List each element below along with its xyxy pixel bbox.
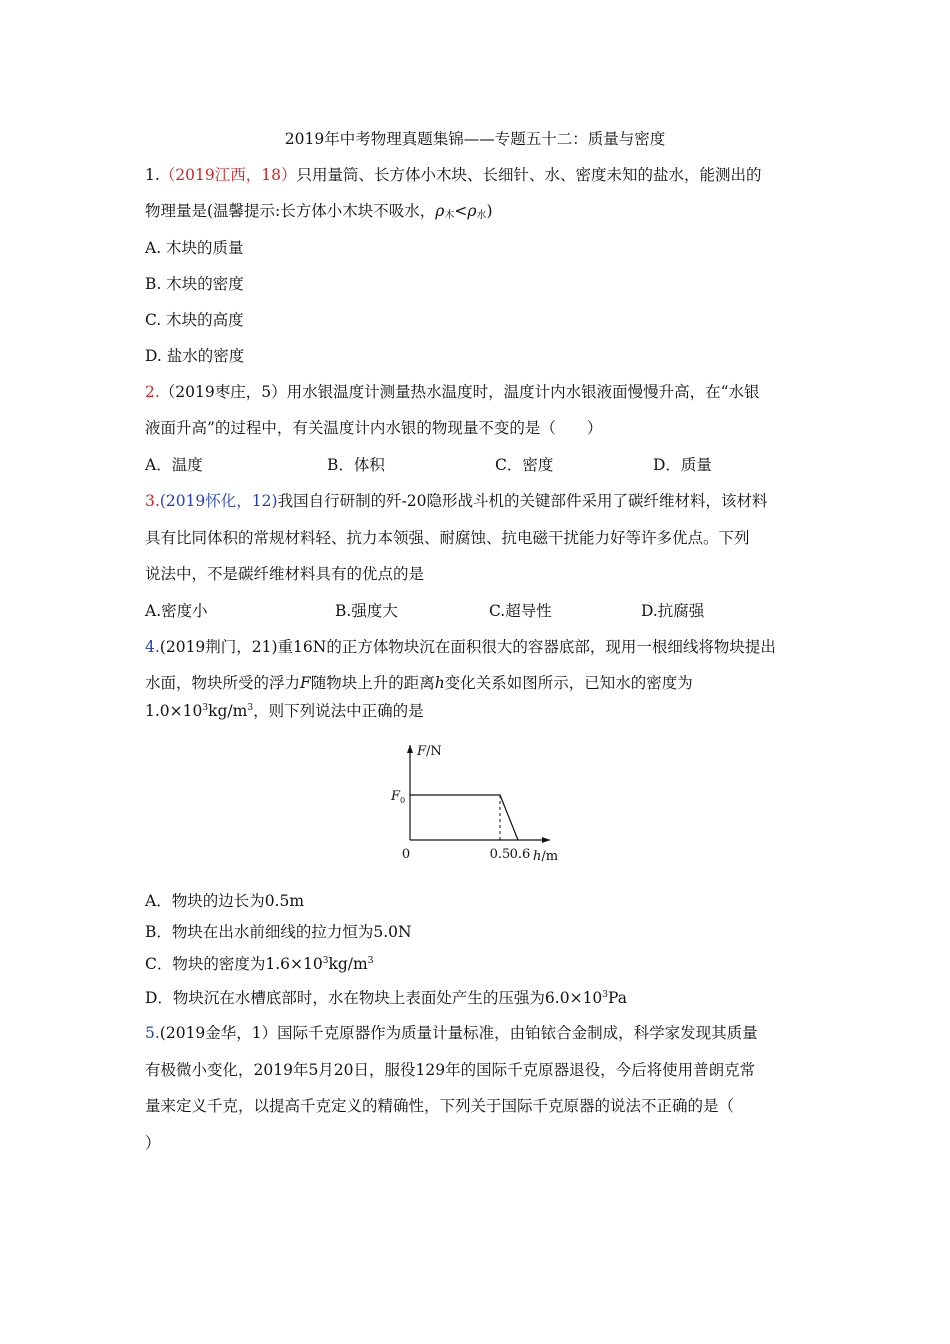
q5-line-4: ） <box>145 1134 161 1152</box>
q4-line-3 <box>145 699 424 721</box>
q2-option-b: B．体积 <box>327 456 385 474</box>
q2-option-c: C．密度 <box>495 456 554 474</box>
q4-option-c-exponent-2: 3 <box>367 956 374 966</box>
less-than-sign: < <box>454 202 468 220</box>
rho-symbol: ρ <box>435 202 445 220</box>
q2-options <box>145 453 712 475</box>
q4-text-2a: 水面，物块所受的浮力 <box>145 674 301 692</box>
q3-option-c: C.超导性 <box>489 602 552 620</box>
q4-option-c-exponent: 3 <box>322 956 329 966</box>
q4-option-c <box>145 952 373 974</box>
q1-option-c: C. 木块的高度 <box>145 311 244 329</box>
q4-exponent-2: 3 <box>247 703 254 713</box>
q2-number: 2. <box>145 383 160 401</box>
q5-line-3: 量来定义千克，以提高千克定义的精确性，下列关于国际千克原器的说法不正确的是（ <box>145 1097 735 1115</box>
q3-text-1: 我国自行研制的歼-20隐形战斗机的关键部件采用了碳纤维材料，该材料 <box>277 492 768 510</box>
q4-text-3b: kg/m <box>208 702 248 720</box>
q4-option-d-exponent: 3 <box>602 990 609 1000</box>
force-height-graph <box>380 735 570 870</box>
q2-option-d: D．质量 <box>653 456 712 474</box>
q4-text-1: (2019荆门，21)重16N的正方体物块沉在面积很大的容器底部，现用一根细线将物块提出 <box>159 638 776 656</box>
y-tick-f0: $F_0$ <box>391 789 406 805</box>
q2-line-1 <box>145 380 760 402</box>
height-symbol: h <box>434 674 445 692</box>
q1-source: （2019江西，18） <box>159 166 297 184</box>
q4-option-b: B．物块在出水前细线的拉力恒为5.0N <box>145 923 412 941</box>
force-series-line <box>410 795 518 840</box>
rho-wood-subscript: 木 <box>444 210 455 221</box>
q1-text-2b: ) <box>486 202 493 220</box>
q4-number: 4. <box>145 638 160 656</box>
q4-option-d-text-a: D．物块沉在水槽底部时，水在物块上表面处产生的压强为6.0×10 <box>145 989 603 1007</box>
q4-exponent: 3 <box>202 703 209 713</box>
rho-water-subscript: 水 <box>476 210 487 221</box>
q2-text-1: （2019枣庄，5）用水银温度计测量热水温度时，温度计内水银液面慢慢升高，在“水银 <box>159 383 760 401</box>
x-tick-0.5: 0.5 <box>489 847 511 862</box>
q3-option-d: D.抗腐强 <box>641 602 705 620</box>
q1-text-2a: 物理量是(温馨提示:长方体小木块不吸水， <box>145 202 436 220</box>
q3-line-2: 具有比同体积的常规材料轻、抗力本领强、耐腐蚀、抗电磁干扰能力好等许多优点。下列 <box>145 529 750 547</box>
q5-line-2: 有极微小变化，2019年5月20日，服役129年的国际千克原器退役，今后将使用普朗克常 <box>145 1061 756 1079</box>
page-title: 2019年中考物理真题集锦——专题五十二：质量与密度 <box>284 130 666 148</box>
q4-option-d-text-b: Pa <box>608 989 628 1007</box>
x-axis-label: h/m <box>533 849 559 864</box>
q5-line-1 <box>145 1021 758 1043</box>
q5-text-1: (2019金华，1）国际千克原器作为质量计量标准，由铂铱合金制成，科学家发现其质量 <box>159 1024 758 1042</box>
q3-option-a: A.密度小 <box>145 602 208 620</box>
q5-number: 5. <box>145 1024 160 1042</box>
x-tick-0: 0 <box>401 847 411 862</box>
q1-option-d: D. 盐水的密度 <box>145 347 245 365</box>
q1-text-1: 只用量筒、长方体小木块、长细针、水、密度未知的盐水，能测出的 <box>296 166 762 184</box>
q4-line-2 <box>145 671 693 693</box>
q1-line-1 <box>145 163 761 185</box>
q4-text-2c: 变化关系如图所示，已知水的密度为 <box>444 674 693 692</box>
q1-option-a: A. 木块的质量 <box>145 239 244 257</box>
x-axis-arrow <box>542 837 550 843</box>
force-symbol: F <box>300 674 311 692</box>
q4-option-d <box>145 986 627 1008</box>
y-axis-arrow <box>407 745 413 753</box>
q4-option-a: A．物块的边长为0.5m <box>145 892 305 910</box>
q2-option-a: A．温度 <box>145 456 203 474</box>
q4-option-c-text-b: kg/m <box>328 955 368 973</box>
q1-number: 1. <box>145 166 160 184</box>
q3-options <box>145 599 704 621</box>
q3-source: (2019怀化，12) <box>159 492 278 510</box>
q3-line-1 <box>145 489 768 511</box>
y-axis-label: F/N <box>417 744 442 759</box>
q4-text-3c: ，则下列说法中正确的是 <box>253 702 424 720</box>
rho-symbol: ρ <box>467 202 477 220</box>
q1-line-2 <box>145 199 493 221</box>
q3-line-3: 说法中，不是碳纤维材料具有的优点的是 <box>145 565 425 583</box>
q4-text-3a: 1.0×10 <box>145 702 203 720</box>
q3-option-b: B.强度大 <box>335 602 398 620</box>
q3-number: 3. <box>145 492 160 510</box>
q4-option-c-text-a: C．物块的密度为1.6×10 <box>145 955 323 973</box>
x-tick-0.6: 0.6 <box>509 847 531 862</box>
q2-line-2: 液面升高”的过程中，有关温度计内水银的物现量不变的是（ ） <box>145 419 603 437</box>
q1-option-b: B. 木块的密度 <box>145 275 244 293</box>
q4-line-1 <box>145 635 776 657</box>
q4-text-2b: 随物块上升的距离 <box>310 674 435 692</box>
